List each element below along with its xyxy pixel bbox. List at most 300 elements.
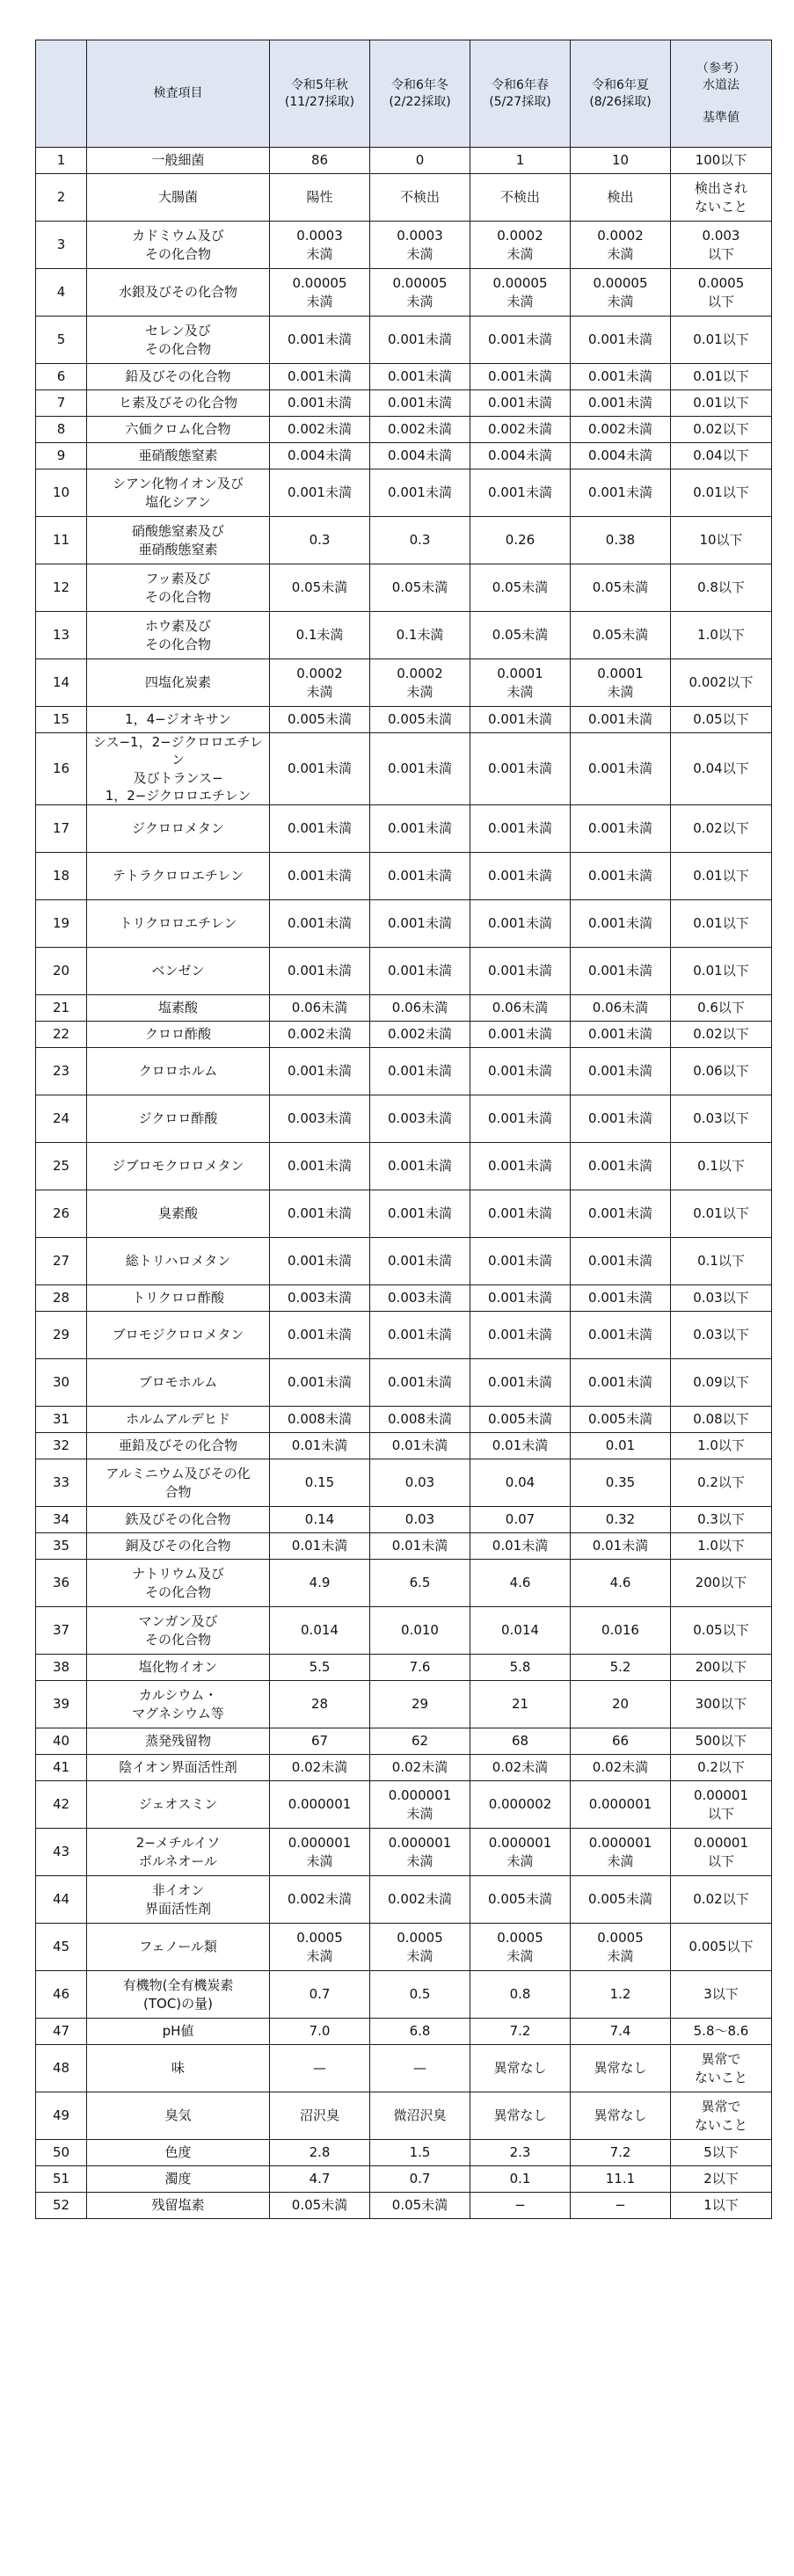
table-row (36, 2166, 772, 2193)
result-value: 0.001未満 (270, 900, 370, 948)
result-value: 微沼沢臭 (370, 2092, 470, 2140)
item-name: 味 (87, 2045, 270, 2092)
row-number: 1 (36, 148, 87, 174)
item-name: ジクロロメタン (87, 805, 270, 853)
result-value: 0.01未満 (270, 1433, 370, 1459)
table-row (36, 517, 772, 564)
header-period-1: 令和5年秋 (11/27採取) (270, 40, 370, 148)
item-name: 非イオン 界面活性剤 (87, 1876, 270, 1924)
standard-value: 0.05以下 (671, 1607, 772, 1655)
result-value: 0.001未満 (571, 948, 671, 995)
result-value: 0.001未満 (270, 364, 370, 390)
result-value: 0.05未満 (370, 2193, 470, 2219)
item-name: セレン及び その化合物 (87, 317, 270, 364)
item-name: 有機物(全有機炭素 (TOC)の量) (87, 1971, 270, 2019)
table-row (36, 1781, 772, 1829)
result-value: 0.001未満 (270, 1048, 370, 1095)
result-value: 21 (470, 1681, 571, 1728)
result-value: 0.000001 未満 (370, 1781, 470, 1829)
table-row (36, 1533, 772, 1560)
result-value: 0.000001 未満 (370, 1829, 470, 1876)
result-value: 0.001未満 (470, 1312, 571, 1359)
row-number: 15 (36, 707, 87, 733)
result-value: 0.26 (470, 517, 571, 564)
result-value: 0.05未満 (470, 564, 571, 612)
result-value: 29 (370, 1681, 470, 1728)
result-value: 5.5 (270, 1655, 370, 1681)
row-number: 49 (36, 2092, 87, 2140)
result-value: 不検出 (470, 174, 571, 222)
result-value: 0.001未満 (370, 1143, 470, 1190)
standard-value: 0.04以下 (671, 443, 772, 469)
result-value: 0.001未満 (470, 1022, 571, 1048)
item-name: 亜鉛及びその化合物 (87, 1433, 270, 1459)
result-value: 0.05未満 (571, 612, 671, 659)
result-value: 0.004未満 (270, 443, 370, 469)
table-row (36, 364, 772, 390)
item-name: クロロ酢酸 (87, 1022, 270, 1048)
standard-value: 0.02以下 (671, 417, 772, 443)
result-value: 4.9 (270, 1560, 370, 1607)
standard-value: 0.01以下 (671, 900, 772, 948)
result-value: 0.004未満 (571, 443, 671, 469)
result-value: 0.001未満 (470, 1285, 571, 1312)
result-value: 0.001未満 (370, 390, 470, 417)
table-row (36, 417, 772, 443)
result-value: 0.001未満 (470, 390, 571, 417)
result-value: 6.8 (370, 2019, 470, 2045)
item-name: 一般細菌 (87, 148, 270, 174)
result-value: 0.001未満 (470, 469, 571, 517)
row-number: 24 (36, 1095, 87, 1143)
table-row (36, 269, 772, 317)
row-number: 22 (36, 1022, 87, 1048)
table-row (36, 1829, 772, 1876)
result-value: 0.35 (571, 1459, 671, 1507)
table-row (36, 2045, 772, 2092)
result-value: 0.001未満 (571, 1048, 671, 1095)
table-row (36, 2140, 772, 2166)
table-row (36, 1876, 772, 1924)
result-value: 0.001未満 (270, 1238, 370, 1285)
result-value: 0.002未満 (370, 417, 470, 443)
standard-value: 0.01以下 (671, 364, 772, 390)
result-value: 0.05未満 (571, 564, 671, 612)
result-value: 0.001未満 (470, 1095, 571, 1143)
result-value: 0.001未満 (270, 1359, 370, 1407)
result-value: 0.05未満 (470, 612, 571, 659)
result-value: 異常なし (571, 2045, 671, 2092)
row-number: 36 (36, 1560, 87, 1607)
result-value: 0.001未満 (270, 805, 370, 853)
result-value: 0.5 (370, 1971, 470, 2019)
result-value: 0.004未満 (470, 443, 571, 469)
standard-value: 0.08以下 (671, 1407, 772, 1433)
result-value: 0.02未満 (270, 1755, 370, 1781)
result-value: 0.001未満 (370, 733, 470, 805)
standard-value: 0.8以下 (671, 564, 772, 612)
result-value: 10 (571, 148, 671, 174)
result-value: 0.3 (370, 517, 470, 564)
result-value: 0.04 (470, 1459, 571, 1507)
result-value: 0.001未満 (571, 1312, 671, 1359)
result-value: 0.001未満 (370, 1048, 470, 1095)
item-name: ホウ素及び その化合物 (87, 612, 270, 659)
result-value: 異常なし (571, 2092, 671, 2140)
row-number: 43 (36, 1829, 87, 1876)
table-row (36, 1507, 772, 1533)
row-number: 14 (36, 659, 87, 707)
row-number: 3 (36, 222, 87, 269)
result-value: 0.000001 (270, 1781, 370, 1829)
result-value: 0.008未満 (370, 1407, 470, 1433)
result-value: 0.0005 未満 (571, 1924, 671, 1971)
result-value: 0.001未満 (370, 469, 470, 517)
row-number: 47 (36, 2019, 87, 2045)
standard-value: 1以下 (671, 2193, 772, 2219)
water-quality-table-container (35, 40, 771, 2219)
item-name: ベンゼン (87, 948, 270, 995)
result-value: − (470, 2193, 571, 2219)
result-value: 0.01未満 (270, 1533, 370, 1560)
table-row (36, 805, 772, 853)
result-value: 0.01未満 (370, 1433, 470, 1459)
row-number: 9 (36, 443, 87, 469)
standard-value: 0.2以下 (671, 1459, 772, 1507)
result-value: 0.001未満 (370, 948, 470, 995)
result-value: 5.8 (470, 1655, 571, 1681)
row-number: 5 (36, 317, 87, 364)
result-value: 0.001未満 (270, 317, 370, 364)
result-value: 0.001未満 (571, 390, 671, 417)
row-number: 30 (36, 1359, 87, 1407)
standard-value: 0.01以下 (671, 469, 772, 517)
standard-value: 0.09以下 (671, 1359, 772, 1407)
table-row (36, 1312, 772, 1359)
standard-value: 2以下 (671, 2166, 772, 2193)
item-name: 色度 (87, 2140, 270, 2166)
row-number: 21 (36, 995, 87, 1022)
result-value: 0.005未満 (270, 707, 370, 733)
result-value: 0.0001 未満 (571, 659, 671, 707)
table-row (36, 148, 772, 174)
result-value: 0.005未満 (470, 1876, 571, 1924)
item-name: 臭気 (87, 2092, 270, 2140)
result-value: 67 (270, 1728, 370, 1755)
item-name: ホルムアルデヒド (87, 1407, 270, 1433)
table-row (36, 1433, 772, 1459)
result-value: 0.0003 未満 (370, 222, 470, 269)
item-name: フッ素及び その化合物 (87, 564, 270, 612)
item-name: 鉛及びその化合物 (87, 364, 270, 390)
row-number: 52 (36, 2193, 87, 2219)
result-value: 0.05未満 (270, 564, 370, 612)
result-value: 1 (470, 148, 571, 174)
table-row (36, 1238, 772, 1285)
table-row (36, 174, 772, 222)
table-row (36, 1359, 772, 1407)
item-name: ジェオスミン (87, 1781, 270, 1829)
result-value: 0.001未満 (571, 1022, 671, 1048)
result-value: 1.2 (571, 1971, 671, 2019)
row-number: 39 (36, 1681, 87, 1728)
row-number: 41 (36, 1755, 87, 1781)
result-value: 0.001未満 (270, 1143, 370, 1190)
table-row (36, 564, 772, 612)
result-value: 0.0005 未満 (470, 1924, 571, 1971)
item-name: 1，4−ジオキサン (87, 707, 270, 733)
table-row (36, 2193, 772, 2219)
result-value: 0.001未満 (470, 1190, 571, 1238)
standard-value: 500以下 (671, 1728, 772, 1755)
table-row (36, 1755, 772, 1781)
result-value: 0.002未満 (370, 1876, 470, 1924)
result-value: 0.001未満 (470, 1048, 571, 1095)
item-name: 塩化物イオン (87, 1655, 270, 1681)
row-number: 19 (36, 900, 87, 948)
item-name: 蒸発残留物 (87, 1728, 270, 1755)
result-value: 0.0002 未満 (470, 222, 571, 269)
item-name: カルシウム・ マグネシウム等 (87, 1681, 270, 1728)
result-value: 0.001未満 (370, 317, 470, 364)
standard-value: 0.01以下 (671, 1190, 772, 1238)
table-row (36, 2092, 772, 2140)
header-item: 検査項目 (87, 40, 270, 148)
standard-value: 100以下 (671, 148, 772, 174)
result-value: 28 (270, 1681, 370, 1728)
result-value: 0.002未満 (270, 1876, 370, 1924)
row-number: 38 (36, 1655, 87, 1681)
table-row (36, 1095, 772, 1143)
row-number: 29 (36, 1312, 87, 1359)
standard-value: 0.2以下 (671, 1755, 772, 1781)
result-value: 0.001未満 (470, 1359, 571, 1407)
result-value: 0.000001 未満 (571, 1829, 671, 1876)
row-number: 31 (36, 1407, 87, 1433)
table-row (36, 222, 772, 269)
result-value: 0.005未満 (571, 1876, 671, 1924)
standard-value: 0.02以下 (671, 805, 772, 853)
standard-value: 0.01以下 (671, 317, 772, 364)
result-value: 0.001未満 (470, 805, 571, 853)
standard-value: 0.05以下 (671, 707, 772, 733)
result-value: 0.03 (370, 1459, 470, 1507)
result-value: 0.001未満 (370, 1238, 470, 1285)
result-value: 11.1 (571, 2166, 671, 2193)
row-number: 6 (36, 364, 87, 390)
item-name: マンガン及び その化合物 (87, 1607, 270, 1655)
result-value: 0.008未満 (270, 1407, 370, 1433)
standard-value: 3以下 (671, 1971, 772, 2019)
standard-value: 0.00001 以下 (671, 1829, 772, 1876)
table-row (36, 1190, 772, 1238)
result-value: 0.001未満 (370, 1359, 470, 1407)
result-value: 0.0005 未満 (370, 1924, 470, 1971)
table-row (36, 1143, 772, 1190)
standard-value: 異常で ないこと (671, 2092, 772, 2140)
result-value: 0.002未満 (370, 1022, 470, 1048)
result-value: 0.005未満 (470, 1407, 571, 1433)
result-value: 0.00005 未満 (370, 269, 470, 317)
row-number: 35 (36, 1533, 87, 1560)
row-number: 23 (36, 1048, 87, 1095)
standard-value: 5.8〜8.6 (671, 2019, 772, 2045)
table-row (36, 1285, 772, 1312)
item-name: フェノール類 (87, 1924, 270, 1971)
row-number: 34 (36, 1507, 87, 1533)
result-value: 0.0002 未満 (270, 659, 370, 707)
item-name: 総トリハロメタン (87, 1238, 270, 1285)
result-value: 0.000001 (571, 1781, 671, 1829)
standard-value: 200以下 (671, 1560, 772, 1607)
result-value: 0.001未満 (571, 317, 671, 364)
item-name: シス−1，2−ジクロロエチレン 及びトランス− 1，2−ジクロロエチレン (87, 733, 270, 805)
row-number: 51 (36, 2166, 87, 2193)
result-value: 0.0005 未満 (270, 1924, 370, 1971)
result-value: 0.001未満 (571, 1238, 671, 1285)
standard-value: 0.03以下 (671, 1095, 772, 1143)
table-row (36, 1022, 772, 1048)
header-row (36, 40, 772, 148)
standard-value: 300以下 (671, 1681, 772, 1728)
standard-value: 0.6以下 (671, 995, 772, 1022)
table-row (36, 707, 772, 733)
result-value: 0.001未満 (571, 733, 671, 805)
result-value: 異常なし (470, 2045, 571, 2092)
result-value: 0.001未満 (370, 853, 470, 900)
result-value: 0.001未満 (370, 364, 470, 390)
result-value: 0.15 (270, 1459, 370, 1507)
table-row (36, 1459, 772, 1507)
result-value: 6.5 (370, 1560, 470, 1607)
result-value: 0.01未満 (470, 1433, 571, 1459)
result-value: 0.1 (470, 2166, 571, 2193)
row-number: 50 (36, 2140, 87, 2166)
result-value: 20 (571, 1681, 671, 1728)
row-number: 48 (36, 2045, 87, 2092)
row-number: 17 (36, 805, 87, 853)
result-value: 0.000001 未満 (470, 1829, 571, 1876)
row-number: 45 (36, 1924, 87, 1971)
standard-value: 0.02以下 (671, 1876, 772, 1924)
result-value: 0.003未満 (270, 1095, 370, 1143)
result-value: 0.001未満 (270, 1312, 370, 1359)
result-value: 0.01未満 (470, 1533, 571, 1560)
item-name: 亜硝酸態窒素 (87, 443, 270, 469)
result-value: 0.001未満 (270, 390, 370, 417)
result-value: 0.02未満 (370, 1755, 470, 1781)
result-value: 0.002未満 (270, 1022, 370, 1048)
result-value: 1.5 (370, 2140, 470, 2166)
result-value: 0.06未満 (470, 995, 571, 1022)
result-value: 4.6 (470, 1560, 571, 1607)
result-value: 0.005未満 (370, 707, 470, 733)
result-value: 0.06未満 (571, 995, 671, 1022)
standard-value: 0.06以下 (671, 1048, 772, 1095)
header-standard: （参考） 水道法 基準値 (671, 40, 772, 148)
result-value: 0 (370, 148, 470, 174)
result-value: 0.0001 未満 (470, 659, 571, 707)
result-value: 陽性 (270, 174, 370, 222)
result-value: 0.001未満 (470, 733, 571, 805)
row-number: 18 (36, 853, 87, 900)
row-number: 10 (36, 469, 87, 517)
item-name: 臭素酸 (87, 1190, 270, 1238)
result-value: 0.000001 未満 (270, 1829, 370, 1876)
result-value: 2.8 (270, 2140, 370, 2166)
table-row (36, 317, 772, 364)
result-value: 0.001未満 (270, 469, 370, 517)
result-value: 0.001未満 (571, 900, 671, 948)
result-value: 0.00005 未満 (571, 269, 671, 317)
result-value: 0.000002 (470, 1781, 571, 1829)
standard-value: 0.002以下 (671, 659, 772, 707)
row-number: 42 (36, 1781, 87, 1829)
result-value: 66 (571, 1728, 671, 1755)
result-value: 0.005未満 (571, 1407, 671, 1433)
result-value: 0.002未満 (571, 417, 671, 443)
item-name: 硝酸態窒素及び 亜硝酸態窒素 (87, 517, 270, 564)
header-period-4: 令和6年夏 (8/26採取) (571, 40, 671, 148)
result-value: 0.1未満 (270, 612, 370, 659)
row-number: 27 (36, 1238, 87, 1285)
table-row (36, 1560, 772, 1607)
result-value: 0.05未満 (370, 564, 470, 612)
standard-value: 10以下 (671, 517, 772, 564)
row-number: 33 (36, 1459, 87, 1507)
result-value: 0.014 (470, 1607, 571, 1655)
standard-value: 0.03以下 (671, 1312, 772, 1359)
table-row (36, 1048, 772, 1095)
result-value: 0.001未満 (370, 805, 470, 853)
header-period-2: 令和6年冬 (2/22採取) (370, 40, 470, 148)
result-value: — (370, 2045, 470, 2092)
item-name: ブロモジクロロメタン (87, 1312, 270, 1359)
standard-value: 0.005以下 (671, 1924, 772, 1971)
row-number: 4 (36, 269, 87, 317)
table-row (36, 612, 772, 659)
result-value: 0.00005 未満 (270, 269, 370, 317)
result-value: 0.001未満 (470, 1238, 571, 1285)
item-name: 残留塩素 (87, 2193, 270, 2219)
standard-value: 0.00001 以下 (671, 1781, 772, 1829)
result-value: 0.002未満 (470, 417, 571, 443)
result-value: 0.3 (270, 517, 370, 564)
table-row (36, 948, 772, 995)
result-value: 0.001未満 (370, 1190, 470, 1238)
result-value: 0.010 (370, 1607, 470, 1655)
table-body (36, 148, 772, 2219)
result-value: 0.06未満 (270, 995, 370, 1022)
result-value: 86 (270, 148, 370, 174)
water-quality-table (35, 40, 772, 2219)
result-value: 0.38 (571, 517, 671, 564)
table-row (36, 469, 772, 517)
standard-value: 0.3以下 (671, 1507, 772, 1533)
result-value: 0.7 (370, 2166, 470, 2193)
item-name: 2−メチルイソ ボルネオール (87, 1829, 270, 1876)
result-value: 0.001未満 (470, 707, 571, 733)
table-row (36, 659, 772, 707)
item-name: 水銀及びその化合物 (87, 269, 270, 317)
item-name: ナトリウム及び その化合物 (87, 1560, 270, 1607)
table-row (36, 1924, 772, 1971)
result-value: − (571, 2193, 671, 2219)
result-value: 0.001未満 (571, 1359, 671, 1407)
table-row (36, 995, 772, 1022)
result-value: 0.02未満 (571, 1755, 671, 1781)
table-row (36, 390, 772, 417)
